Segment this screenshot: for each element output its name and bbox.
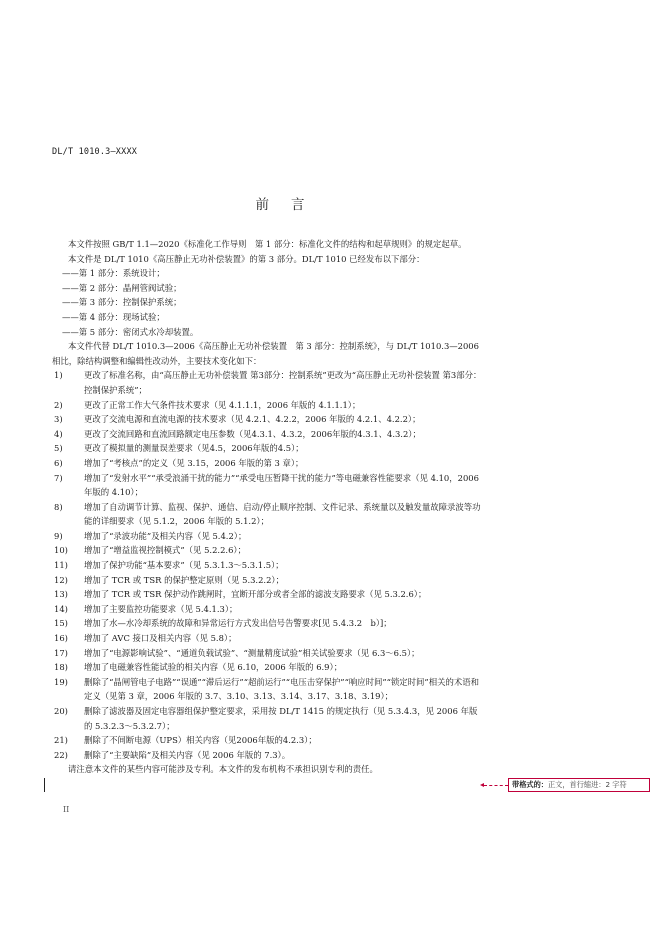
- change-item: [52, 733, 482, 748]
- changes-list: [52, 368, 482, 762]
- change-number: 21): [54, 735, 68, 746]
- change-number: 4): [54, 428, 63, 439]
- change-item: [52, 587, 482, 602]
- change-number: 17): [54, 647, 68, 658]
- change-item: [52, 412, 482, 427]
- document-body: [52, 237, 482, 777]
- change-text: 更改了交流回路和直流回路额定电压参数（见4.3.1、4.3.2，2006年版的4.3.1、4.3.2）；: [84, 428, 421, 439]
- change-number: 15): [54, 618, 68, 629]
- part-item: ——第 4 部分：现场试验；: [62, 311, 165, 322]
- comment-content: 正文，首行缩进：2 字符: [547, 780, 627, 789]
- part-item: ——第 5 部分：密闭式水冷却装置。: [62, 326, 199, 337]
- change-item: [52, 704, 482, 733]
- change-item: [52, 631, 482, 646]
- change-item: [52, 748, 482, 763]
- change-number: 8): [54, 501, 63, 512]
- replace-statement: 本文件代替 DL/T 1010.3—2006《高压静止无功补偿装置 第 3 部分：控制系统》，与 DL/T 1010.3—2006 相比，除结构调整和编辑性改动外，主要技术变化如下：: [52, 341, 479, 366]
- change-item: [52, 543, 482, 558]
- change-number: 11): [54, 560, 68, 571]
- change-item: [52, 398, 482, 413]
- change-number: 6): [54, 457, 63, 468]
- change-number: 2): [54, 399, 63, 410]
- change-item: [52, 471, 482, 500]
- part-item: ——第 1 部分：系统设计；: [62, 268, 165, 279]
- change-number: 19): [54, 676, 68, 687]
- change-number: 16): [54, 633, 68, 644]
- page-number: II: [63, 805, 70, 814]
- change-text: 删除了“主要缺陷”及相关内容（见 2006 年版的 7.3）。: [84, 749, 291, 760]
- change-number: 20): [54, 706, 68, 716]
- change-item: [52, 675, 482, 704]
- change-text: 增加了“电源影响试验”、“通道负载试验”、“测量精度试验”相关试验要求（见 6.3～6.5）；: [84, 647, 420, 658]
- change-text: 删除了“晶闸管电子电路”“误通”“滞后运行”“超前运行”“电压击穿保护”“响应时间”“锁定时间”相关的术语和定义（见第 3 章，2006 年版的 3.7、3.10、3.13、3.14、3.17、3.18、3.19）；: [84, 676, 479, 702]
- parts-list: [52, 266, 482, 339]
- change-text: 更改了正常工作大气条件技术要求（见 4.1.1.1，2006 年版的 4.1.1.1）；: [84, 399, 361, 410]
- document-code: DL/T 1010.3—XXXX: [52, 147, 138, 157]
- format-comment-balloon[interactable]: [508, 778, 650, 792]
- change-number: 12): [54, 574, 68, 585]
- change-number: 18): [54, 662, 68, 673]
- change-item: [52, 660, 482, 675]
- change-text: 增加了“考核点”的定义（见 3.15，2006 年版的第 3 章）；: [84, 457, 304, 468]
- change-item: [52, 529, 482, 544]
- change-number: 22): [54, 749, 68, 760]
- change-number: 13): [54, 589, 68, 600]
- intro-paragraph-2: 本文件是 DL/T 1010《高压静止无功补偿装置》的第 3 部分。DL/T 1010 已经发布以下部分：: [68, 253, 425, 264]
- change-text: 增加了“录波功能”及相关内容（见 5.4.2）；: [84, 530, 247, 541]
- change-item: [52, 616, 482, 631]
- change-number: 7): [54, 472, 63, 483]
- change-number: 10): [54, 545, 68, 556]
- change-number: 3): [54, 414, 63, 425]
- change-number: 14): [54, 603, 68, 614]
- change-text: 增加了自动调节计算、监视、保护、通信、启动/停止顺序控制、文件记录、系统量以及触发量故障录波等功能的详细要求（见 5.1.2，2006 年版的 5.1.2）；: [84, 501, 481, 527]
- change-text: 增加了 TCR 或 TSR 的保护整定原则（见 5.3.2.2）；: [84, 574, 284, 585]
- change-text: 增加了电磁兼容性能试验的相关内容（见 6.10，2006 年版的 6.9）；: [84, 662, 343, 673]
- change-text: 增加了 TCR 或 TSR 保护动作跳闸时，宜断开部分或者全部的滤波支路要求（见 5.3.2.6）；: [84, 589, 427, 600]
- patent-notice: 请注意本文件的某些内容可能涉及专利。本文件的发布机构不承担识别专利的责任。: [68, 764, 378, 775]
- part-item: ——第 3 部分：控制保护系统；: [62, 297, 182, 308]
- change-item: [52, 558, 482, 573]
- part-item: ——第 2 部分：晶闸管阀试验；: [62, 282, 182, 293]
- change-text: 更改了交流电源和直流电源的技术要求（见 4.2.1、4.2.2，2006 年版的 4.2.1、4.2.2）；: [84, 414, 421, 425]
- change-text: 删除了滤波器及固定电容器组保护整定要求，采用按 DL/T 1415 的规定执行（见 5.3.4.3，见 2006 年版的 5.3.2.3～5.3.2.7）；: [84, 706, 478, 731]
- change-item: [52, 441, 482, 456]
- change-text: 增加了“增益监视控制模式”（见 5.2.2.6）；: [84, 545, 246, 556]
- change-item: [52, 368, 482, 397]
- comment-label: 带格式的：: [512, 780, 548, 789]
- comment-connector: [484, 785, 508, 787]
- change-item: [52, 427, 482, 442]
- change-item: [52, 602, 482, 617]
- change-item: [52, 646, 482, 661]
- change-number: 1): [54, 370, 63, 381]
- change-item: [52, 500, 482, 529]
- change-item: [52, 573, 482, 588]
- change-text: 增加了 AVC 接口及相关内容（见 5.8）；: [84, 633, 237, 644]
- change-text: 增加了“发射水平”“承受浪涌干扰的能力”“承受电压暂降干扰的能力”等电磁兼容性能要求（见 4.10，2006 年版的 4.10）；: [84, 472, 479, 498]
- change-number: 5): [54, 443, 63, 454]
- intro-paragraph-1: 本文件按照 GB/T 1.1—2020《标准化工作导则 第 1 部分：标准化文件的结构和起草规则》的规定起草。: [68, 239, 467, 249]
- page-title: 前言: [255, 197, 327, 213]
- revision-change-bar: [44, 778, 45, 792]
- change-text: 更改了标准名称，由“高压静止无功补偿装置 第3部分：控制系统”更改为“高压静止无功补偿装置 第3部分：控制保护系统”；: [84, 370, 482, 395]
- change-text: 更改了模拟量的测量误差要求（见4.5，2006年版的4.5）；: [84, 443, 304, 454]
- change-text: 删除了不间断电源（UPS）相关内容（见2006年版的4.2.3）；: [84, 735, 317, 746]
- change-number: 9): [54, 530, 63, 541]
- change-text: 增加了主要监控功能要求（见 5.4.1.3）；: [84, 603, 238, 614]
- change-item: [52, 456, 482, 471]
- change-text: 增加了水—水冷却系统的故障和异常运行方式发出信号告警要求[见 5.4.3.2 b）]；: [84, 618, 392, 629]
- change-text: 增加了保护功能“基本要求”（见 5.3.1.3～5.3.1.5）；: [84, 560, 284, 571]
